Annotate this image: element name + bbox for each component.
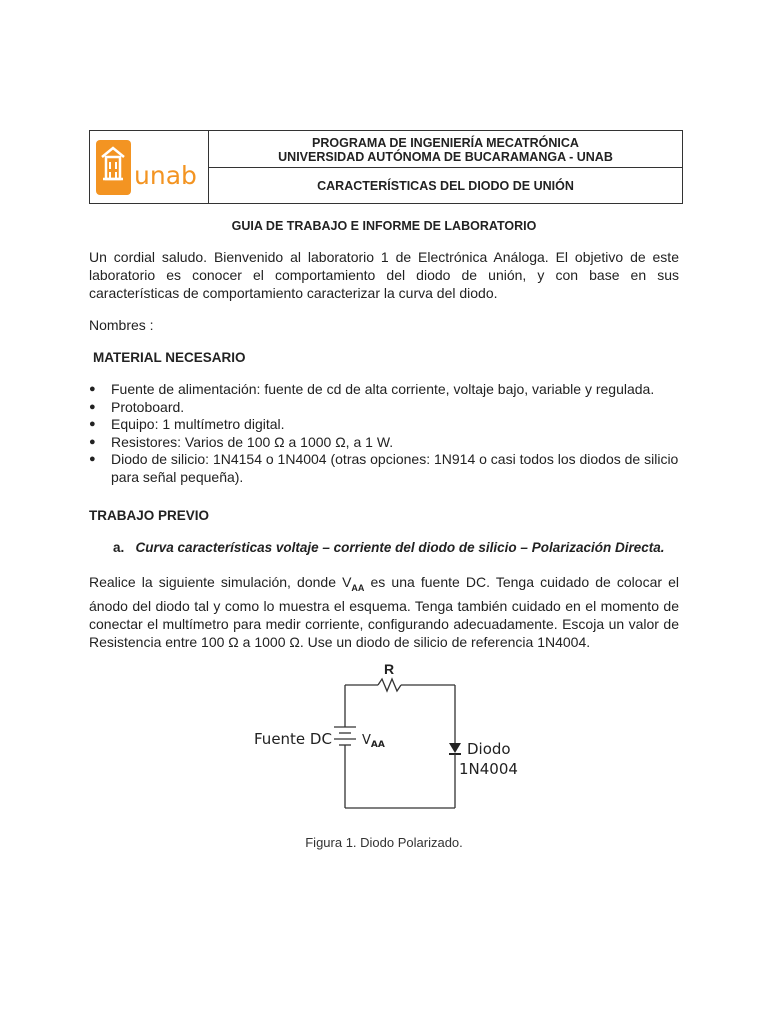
vaa-subscript: AA xyxy=(351,582,365,593)
header-table xyxy=(89,130,683,204)
simulation-paragraph xyxy=(89,573,679,651)
para-part2: es una fuente DC. Tenga cuidado de colocar el ánodo del diodo tal y como lo muestra el esquema. Tenga también cuidado en el momento de conectar el multímetro para medir corriente, configurando adecuadamente. Escoja un valor de Resistencia entre 100 Ω a 1000 Ω. Use un diodo de silicio de referencia 1N4004. xyxy=(89,574,680,650)
resistor-symbol xyxy=(378,679,401,691)
header-program xyxy=(209,131,682,168)
header-subject: CARACTERÍSTICAS DEL DIODO DE UNIÓN xyxy=(317,178,574,193)
diode-ref: 1N4004 xyxy=(459,760,518,778)
vaa-main: V xyxy=(362,733,371,748)
item-a-title xyxy=(113,540,665,555)
material-list xyxy=(89,381,689,486)
previous-work-heading: TRABAJO PREVIO xyxy=(89,508,210,523)
program-name: PROGRAMA DE INGENIERÍA MECATRÓNICA xyxy=(312,136,579,150)
item-letter: a. xyxy=(113,540,125,555)
vaa-sub: AA xyxy=(370,740,385,750)
material-heading: MATERIAL NECESARIO xyxy=(93,350,246,365)
vaa-label xyxy=(362,733,385,750)
diode-symbol xyxy=(449,743,461,753)
circuit-diagram xyxy=(250,655,520,820)
para-part1: Realice la siguiente simulación, donde V xyxy=(89,574,352,590)
guide-title: GUIA DE TRABAJO E INFORME DE LABORATORIO xyxy=(231,219,537,233)
list-item: ● Diodo de silicio: 1N4154 o 1N4004 (otras opciones: 1N914 o casi todos los diodos de silicio para señal pequeña). xyxy=(89,451,689,486)
item-title: Curva características voltaje – corriente del diodo de silicio – Polarización Directa. xyxy=(135,540,665,555)
source-label: Fuente DC xyxy=(254,730,332,748)
figure-caption: Figura 1. Diodo Polarizado. xyxy=(305,835,463,850)
university-name: UNIVERSIDAD AUTÓNOMA DE BUCARAMANGA - UNAB xyxy=(278,150,613,164)
list-item: ● Protoboard. xyxy=(89,399,689,417)
list-item: ● Resistores: Varios de 100 Ω a 1000 Ω, a 1 W. xyxy=(89,434,689,452)
intro-paragraph: Un cordial saludo. Bienvenido al laboratorio 1 de Electrónica Análoga. El objetivo de este laboratorio es conocer el comportamiento del diodo de unión, y con base en sus características de comportamiento caracterizar la curva del diodo. xyxy=(89,249,679,301)
list-item: ● Fuente de alimentación: fuente de cd de alta corriente, voltaje bajo, variable y regulada. xyxy=(89,381,689,399)
list-item: ● Equipo: 1 multímetro digital. xyxy=(89,416,689,434)
unab-logo xyxy=(90,131,209,203)
names-label: Nombres : xyxy=(89,317,154,333)
header-title-cell xyxy=(209,131,682,203)
diode-label: Diodo xyxy=(467,740,511,758)
logo-text: unab xyxy=(134,161,197,190)
resistor-label: R xyxy=(383,661,395,677)
